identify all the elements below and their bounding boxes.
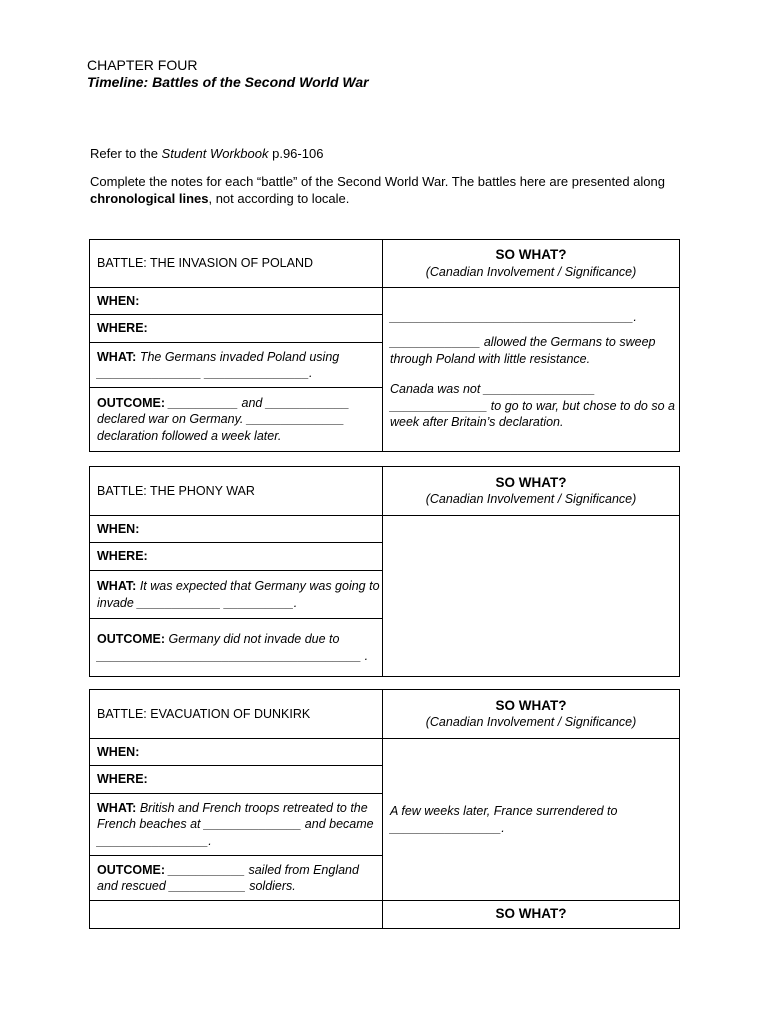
note-line: A few weeks later, France surrendered to ________________. <box>390 804 618 835</box>
so-what-label: SO WHAT? <box>495 697 567 713</box>
so-what-notes <box>383 516 680 677</box>
outcome-text: Germany did not invade due to ______________________________________ . <box>97 632 369 663</box>
battle-table-poland <box>89 239 680 452</box>
outcome-field <box>90 619 383 677</box>
refer-prefix: Refer to the <box>90 146 162 161</box>
what-text: It was expected that Germany was going to invade ____________ __________. <box>97 579 380 610</box>
so-what-notes <box>383 739 680 901</box>
empty-cell <box>90 901 383 929</box>
what-label: WHAT: <box>97 579 137 593</box>
so-what-label: SO WHAT? <box>495 906 567 922</box>
what-field <box>90 571 383 619</box>
chapter-heading: CHAPTER FOUR <box>87 57 198 73</box>
outcome-field <box>90 388 383 452</box>
so-what-label: SO WHAT? <box>495 247 567 262</box>
so-what-label: SO WHAT? <box>495 474 567 490</box>
what-field <box>90 343 383 388</box>
intro-paragraph <box>90 174 682 207</box>
when-field: WHEN: <box>90 288 383 315</box>
so-what-subtitle: (Canadian Involvement / Significance) <box>425 492 637 506</box>
note-line: Canada was not ________________ ______________ to go to war, but chose to do so a week after Britain’s declaration. <box>390 382 675 429</box>
refer-instruction <box>90 146 323 162</box>
intro-text-2: , not according to locale. <box>208 190 350 206</box>
outcome-text: ___________ sailed from England and rescued ___________ soldiers. <box>97 862 359 893</box>
battle-title: BATTLE: EVACUATION OF DUNKIRK <box>90 690 383 739</box>
so-what-header <box>383 467 680 516</box>
so-what-header <box>383 901 680 929</box>
outcome-label: OUTCOME: <box>97 632 166 646</box>
battle-table-phony-war <box>89 466 680 677</box>
outcome-label: OUTCOME: <box>97 395 166 410</box>
outcome-field <box>90 856 383 901</box>
intro-bold: chronological lines <box>90 190 209 206</box>
workbook-title: Student Workbook <box>161 146 269 161</box>
page-title: Timeline: Battles of the Second World War <box>87 74 369 90</box>
battle-title: BATTLE: THE PHONY WAR <box>90 467 383 516</box>
where-field: WHERE: <box>90 315 383 343</box>
so-what-header <box>383 240 680 288</box>
when-field: WHEN: <box>90 739 383 766</box>
when-field: WHEN: <box>90 516 383 543</box>
so-what-subtitle: (Canadian Involvement / Significance) <box>425 715 637 729</box>
what-text: British and French troops retreated to the French beaches at ______________ and became ________________. <box>97 800 374 848</box>
note-line: ___________________________________. <box>390 309 637 324</box>
outcome-label: OUTCOME: <box>97 862 166 877</box>
intro-text-1: Complete the notes for each “battle” of the Second World War. The battles here are presented along <box>90 174 665 189</box>
refer-pages: p.96-106 <box>268 146 324 161</box>
what-field <box>90 794 383 856</box>
so-what-notes <box>383 288 680 452</box>
battle-table-dunkirk <box>89 689 680 929</box>
battle-title: BATTLE: THE INVASION OF POLAND <box>90 240 383 288</box>
note-line: _____________ allowed the Germans to sweep through Poland with little resistance. <box>390 335 656 366</box>
where-field: WHERE: <box>90 766 383 794</box>
where-field: WHERE: <box>90 543 383 571</box>
what-text: The Germans invaded Poland using _______________ _______________. <box>97 349 340 380</box>
outcome-text: __________ and ____________ declared war on Germany. ______________ declaration followed a week later. <box>97 395 350 443</box>
what-label: WHAT: <box>97 349 137 364</box>
what-label: WHAT: <box>97 800 137 815</box>
so-what-header <box>383 690 680 739</box>
so-what-subtitle: (Canadian Involvement / Significance) <box>425 264 637 279</box>
